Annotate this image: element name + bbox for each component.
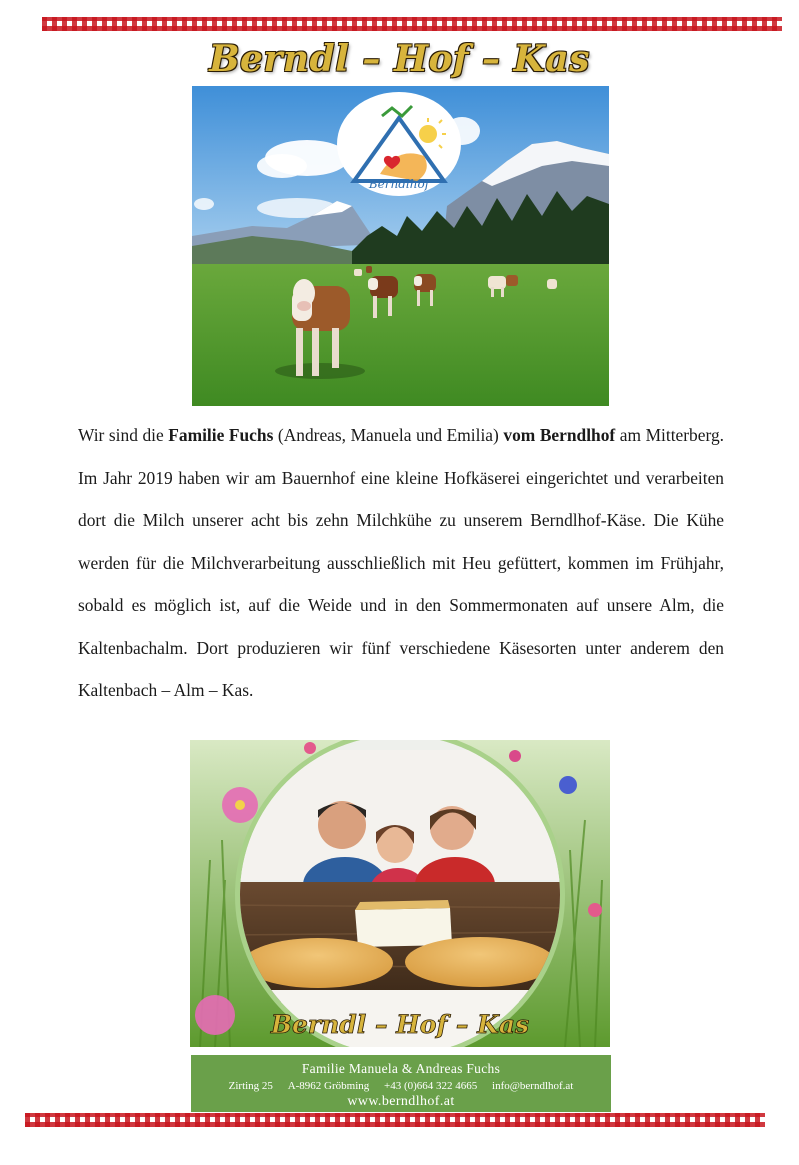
bottom-checkered-border — [25, 1113, 765, 1127]
berndlhof-logo — [337, 92, 461, 196]
footer-phone[interactable]: +43 (0)664 322 4665 — [384, 1080, 478, 1092]
footer-website[interactable]: www.berndlhof.at — [347, 1094, 455, 1109]
contact-footer — [191, 1055, 611, 1112]
footer-contact-line — [191, 1080, 611, 1092]
poster-title: Berndl – Hof – Kas — [270, 1010, 530, 1039]
footer-names: Familie Manuela & Andreas Fuchs — [301, 1061, 501, 1076]
family-cheese-photo — [190, 740, 610, 1047]
top-checkered-border — [42, 17, 782, 31]
footer-city: A-8962 Gröbming — [287, 1080, 370, 1092]
page-title: Berndl – Hof – Kas — [209, 38, 590, 80]
footer-email[interactable]: info@berndlhof.at — [492, 1080, 574, 1092]
family-name: Familie Fuchs — [168, 425, 274, 445]
farm-name: vom Berndlhof — [503, 425, 616, 445]
footer-street: Zirting 25 — [228, 1080, 273, 1092]
logo-wordmark: Berndlhof — [368, 177, 430, 191]
farm-meadow-photo — [192, 86, 609, 406]
intro-text: Wir sind die Familie Fuchs (Andreas, Manuela und Emilia) vom Berndlhof am Mitterberg. Im Jahr 2019 haben wir am Bauernhof eine kleine Hofkäserei eingerichtet und verarbeiten dort die Milch unserer acht bis zehn Milchkühe zu unserem Berndlhof-Käse. Die Kühe werden für die Milchverarbeitung ausschließlich mit Heu gefüttert, kommen im Frühjahr, sobald es möglich ist, auf die Weide und in den Sommermonaten auf unsere Alm, die Kaltenbachalm. Dort produzieren wir fünf verschiedene Käsesorten unter anderem den Kaltenbach – Alm – Kas. — [78, 425, 724, 700]
